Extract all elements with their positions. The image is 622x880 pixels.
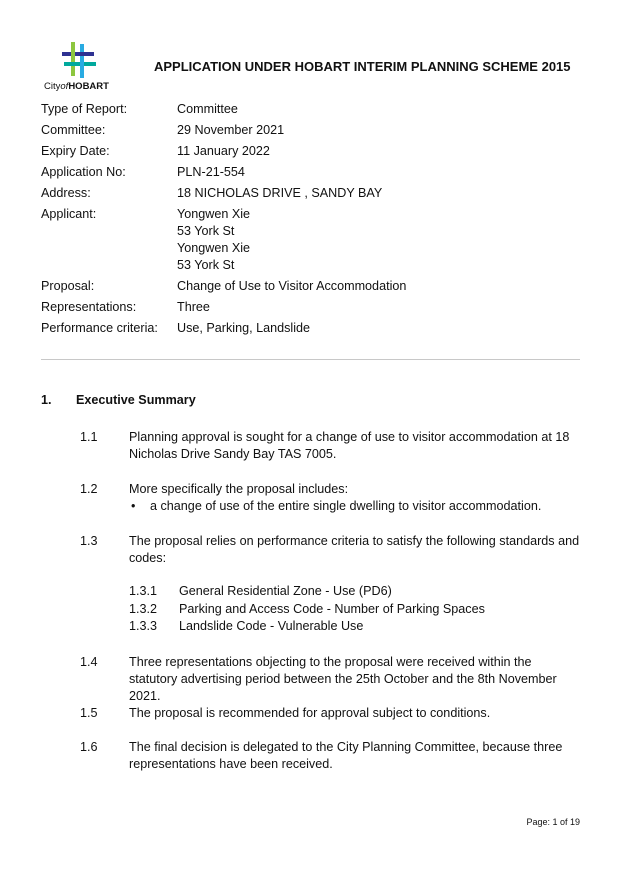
bullet-icon: •: [131, 499, 136, 513]
report-meta-table: [41, 101, 406, 341]
sub-item-1-3-3: 1.3.3 Landslide Code - Vulnerable Use: [129, 619, 364, 633]
summary-item-1-4: 1.4 Three representations objecting to the proposal were received within the statutory advertising period between the 25th October and the 8th November 2021.: [80, 655, 557, 703]
section-heading: 1. Executive Summary: [41, 393, 196, 407]
summary-item-1-2: 1.2 More specifically the proposal includes: • a change of use of the entire single dwelling to visitor accommodation.: [80, 481, 580, 515]
meta-row-representations: Representations: Three: [41, 300, 210, 314]
meta-row-performance-criteria: Performance criteria: Use, Parking, Landslide: [41, 321, 311, 335]
summary-item-1-3: 1.3 The proposal relies on performance criteria to satisfy the following standards and codes: 1.3.1 General Residential Zone - Use (PD6) 1.3.2 Parking and Access Code - Number of Parking Spaces 1.3.3 Landslide Code - Vulnerable Use: [80, 533, 580, 636]
meta-row-applicant: Applicant: Yongwen Xie 53 York St Yongwen Xie 53 York St: [41, 207, 251, 272]
sub-item-1-3-1: 1.3.1 General Residential Zone - Use (PD6): [129, 584, 392, 598]
page-number: Page: 1 of 19: [526, 817, 580, 827]
bullet-item: • a change of use of the entire single dwelling to visitor accommodation.: [131, 499, 542, 513]
meta-row-proposal: Proposal: Change of Use to Visitor Accommodation: [41, 279, 407, 293]
summary-item-1-5: 1.5 The proposal is recommended for approval subject to conditions.: [80, 706, 491, 720]
document-title: APPLICATION UNDER HOBART INTERIM PLANNING SCHEME 2015: [154, 59, 571, 74]
hobart-logo-icon: [62, 42, 96, 78]
sub-item-1-3-2: 1.3.2 Parking and Access Code - Number of Parking Spaces: [129, 601, 485, 616]
logo-text: CityofHOBART: [44, 81, 109, 92]
summary-item-1-1: 1.1 Planning approval is sought for a change of use to visitor accommodation at 18 Nicholas Drive Sandy Bay TAS 7005.: [80, 430, 570, 461]
city-of-hobart-logo: [40, 42, 109, 96]
meta-row-expiry: Expiry Date: 11 January 2022: [41, 144, 270, 158]
summary-item-1-6: 1.6 The final decision is delegated to the City Planning Committee, because three representations have been received.: [80, 740, 563, 771]
meta-row-type: Type of Report: Committee: [41, 102, 238, 116]
meta-row-committee: Committee: 29 November 2021: [41, 123, 285, 137]
section-divider: [41, 359, 580, 360]
meta-row-address: Address: 18 NICHOLAS DRIVE , SANDY BAY: [41, 186, 383, 200]
meta-row-application-no: Application No: PLN-21-554: [41, 165, 245, 179]
